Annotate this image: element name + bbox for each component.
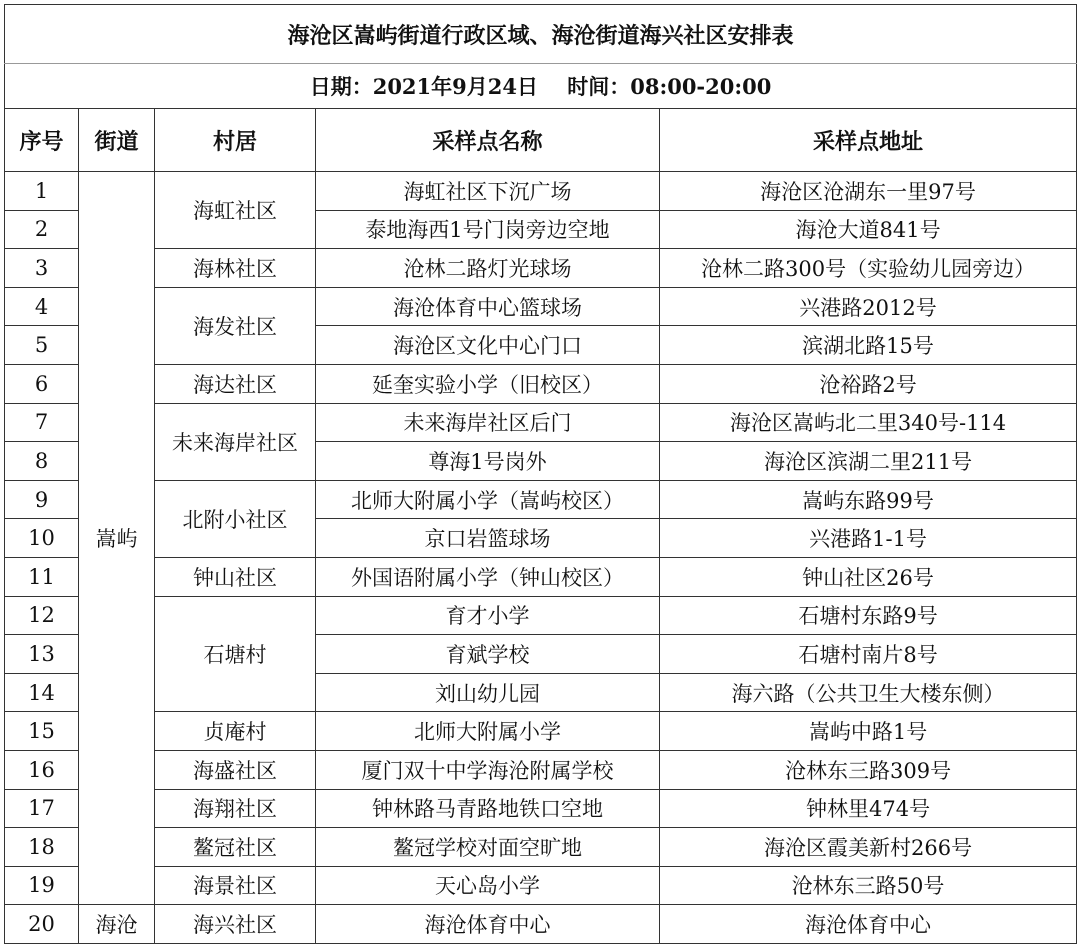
cell-site-name: 天心岛小学 — [316, 866, 660, 905]
cell-no: 7 — [5, 403, 79, 442]
cell-no: 9 — [5, 480, 79, 519]
cell-no: 1 — [5, 172, 79, 211]
table-row — [5, 287, 1077, 326]
cell-site-address: 钟山社区26号 — [660, 557, 1077, 596]
cell-site-name: 延奎实验小学（旧校区） — [316, 364, 660, 403]
cell-site-address: 海六路（公共卫生大楼东侧） — [660, 673, 1077, 712]
cell-no: 4 — [5, 287, 79, 326]
cell-site-address: 海沧区沧湖东一里97号 — [660, 172, 1077, 211]
cell-no: 17 — [5, 789, 79, 828]
table-row — [5, 364, 1077, 403]
cell-site-address: 钟林里474号 — [660, 789, 1077, 828]
cell-site-address: 海沧区霞美新村266号 — [660, 828, 1077, 867]
cell-site-name: 厦门双十中学海沧附属学校 — [316, 750, 660, 789]
cell-site-address: 嵩屿东路99号 — [660, 480, 1077, 519]
cell-site-name: 育才小学 — [316, 596, 660, 635]
table-row — [5, 828, 1077, 867]
cell-no: 3 — [5, 249, 79, 288]
cell-street: 海沧 — [79, 905, 155, 944]
date-row — [5, 64, 1077, 109]
cell-site-name: 海沧区文化中心门口 — [316, 326, 660, 365]
table-row — [5, 172, 1077, 211]
cell-site-address: 兴港路2012号 — [660, 287, 1077, 326]
table-row — [5, 403, 1077, 442]
cell-site-address: 石塘村南片8号 — [660, 635, 1077, 674]
table-row — [5, 905, 1077, 944]
cell-site-name: 鳌冠学校对面空旷地 — [316, 828, 660, 867]
cell-site-name: 钟林路马青路地铁口空地 — [316, 789, 660, 828]
title-row — [5, 5, 1077, 64]
cell-site-address: 石塘村东路9号 — [660, 596, 1077, 635]
cell-no: 16 — [5, 750, 79, 789]
cell-site-address: 海沧大道841号 — [660, 210, 1077, 249]
cell-site-address: 沧林东三路50号 — [660, 866, 1077, 905]
cell-site-name: 海沧体育中心 — [316, 905, 660, 944]
cell-site-name: 外国语附属小学（钟山校区） — [316, 557, 660, 596]
cell-community: 贞庵村 — [155, 712, 316, 751]
cell-no: 18 — [5, 828, 79, 867]
table-row — [5, 596, 1077, 635]
cell-community: 海盛社区 — [155, 750, 316, 789]
table-row — [5, 480, 1077, 519]
cell-no: 19 — [5, 866, 79, 905]
table-row — [5, 789, 1077, 828]
cell-community: 海发社区 — [155, 287, 316, 364]
table-title: 海沧区嵩屿街道行政区域、海沧街道海兴社区安排表 — [5, 5, 1077, 64]
cell-site-name: 尊海1号岗外 — [316, 442, 660, 481]
cell-community: 钟山社区 — [155, 557, 316, 596]
table-row — [5, 712, 1077, 751]
cell-no: 8 — [5, 442, 79, 481]
header-site-address: 采样点地址 — [660, 109, 1077, 172]
cell-community: 海林社区 — [155, 249, 316, 288]
header-community: 村居 — [155, 109, 316, 172]
cell-community: 海虹社区 — [155, 172, 316, 249]
header-row — [5, 109, 1077, 172]
cell-site-address: 滨湖北路15号 — [660, 326, 1077, 365]
cell-community: 海翔社区 — [155, 789, 316, 828]
cell-site-address: 沧裕路2号 — [660, 364, 1077, 403]
schedule-sheet — [4, 4, 1076, 944]
cell-site-name: 京口岩篮球场 — [316, 519, 660, 558]
cell-no: 14 — [5, 673, 79, 712]
cell-community: 石塘村 — [155, 596, 316, 712]
cell-no: 15 — [5, 712, 79, 751]
cell-site-name: 未来海岸社区后门 — [316, 403, 660, 442]
date-time-line: 日期：2021年9月24日 时间：08:00-20:00 — [5, 64, 1077, 109]
cell-site-name: 育斌学校 — [316, 635, 660, 674]
cell-no: 6 — [5, 364, 79, 403]
cell-no: 5 — [5, 326, 79, 365]
cell-site-name: 北师大附属小学 — [316, 712, 660, 751]
header-site-name: 采样点名称 — [316, 109, 660, 172]
table-row — [5, 750, 1077, 789]
cell-site-name: 海虹社区下沉广场 — [316, 172, 660, 211]
cell-no: 11 — [5, 557, 79, 596]
cell-community: 海达社区 — [155, 364, 316, 403]
cell-site-name: 北师大附属小学（嵩屿校区） — [316, 480, 660, 519]
table-row — [5, 249, 1077, 288]
cell-site-name: 海沧体育中心篮球场 — [316, 287, 660, 326]
cell-site-name: 泰地海西1号门岗旁边空地 — [316, 210, 660, 249]
cell-community: 鳌冠社区 — [155, 828, 316, 867]
cell-site-address: 沧林二路300号（实验幼儿园旁边） — [660, 249, 1077, 288]
cell-site-address: 海沧区滨湖二里211号 — [660, 442, 1077, 481]
cell-no: 12 — [5, 596, 79, 635]
cell-community: 未来海岸社区 — [155, 403, 316, 480]
cell-site-address: 海沧区嵩屿北二里340号-114 — [660, 403, 1077, 442]
cell-street: 嵩屿 — [79, 172, 155, 905]
cell-no: 2 — [5, 210, 79, 249]
table-row — [5, 557, 1077, 596]
cell-community: 海兴社区 — [155, 905, 316, 944]
cell-site-name: 沧林二路灯光球场 — [316, 249, 660, 288]
cell-site-address: 沧林东三路309号 — [660, 750, 1077, 789]
header-street: 街道 — [79, 109, 155, 172]
cell-site-address: 嵩屿中路1号 — [660, 712, 1077, 751]
cell-no: 20 — [5, 905, 79, 944]
cell-site-address: 海沧体育中心 — [660, 905, 1077, 944]
cell-community: 海景社区 — [155, 866, 316, 905]
table-row — [5, 866, 1077, 905]
cell-no: 13 — [5, 635, 79, 674]
schedule-table — [4, 4, 1077, 944]
header-no: 序号 — [5, 109, 79, 172]
table-body — [5, 172, 1077, 944]
cell-site-address: 兴港路1-1号 — [660, 519, 1077, 558]
cell-no: 10 — [5, 519, 79, 558]
cell-community: 北附小社区 — [155, 480, 316, 557]
cell-site-name: 刘山幼儿园 — [316, 673, 660, 712]
